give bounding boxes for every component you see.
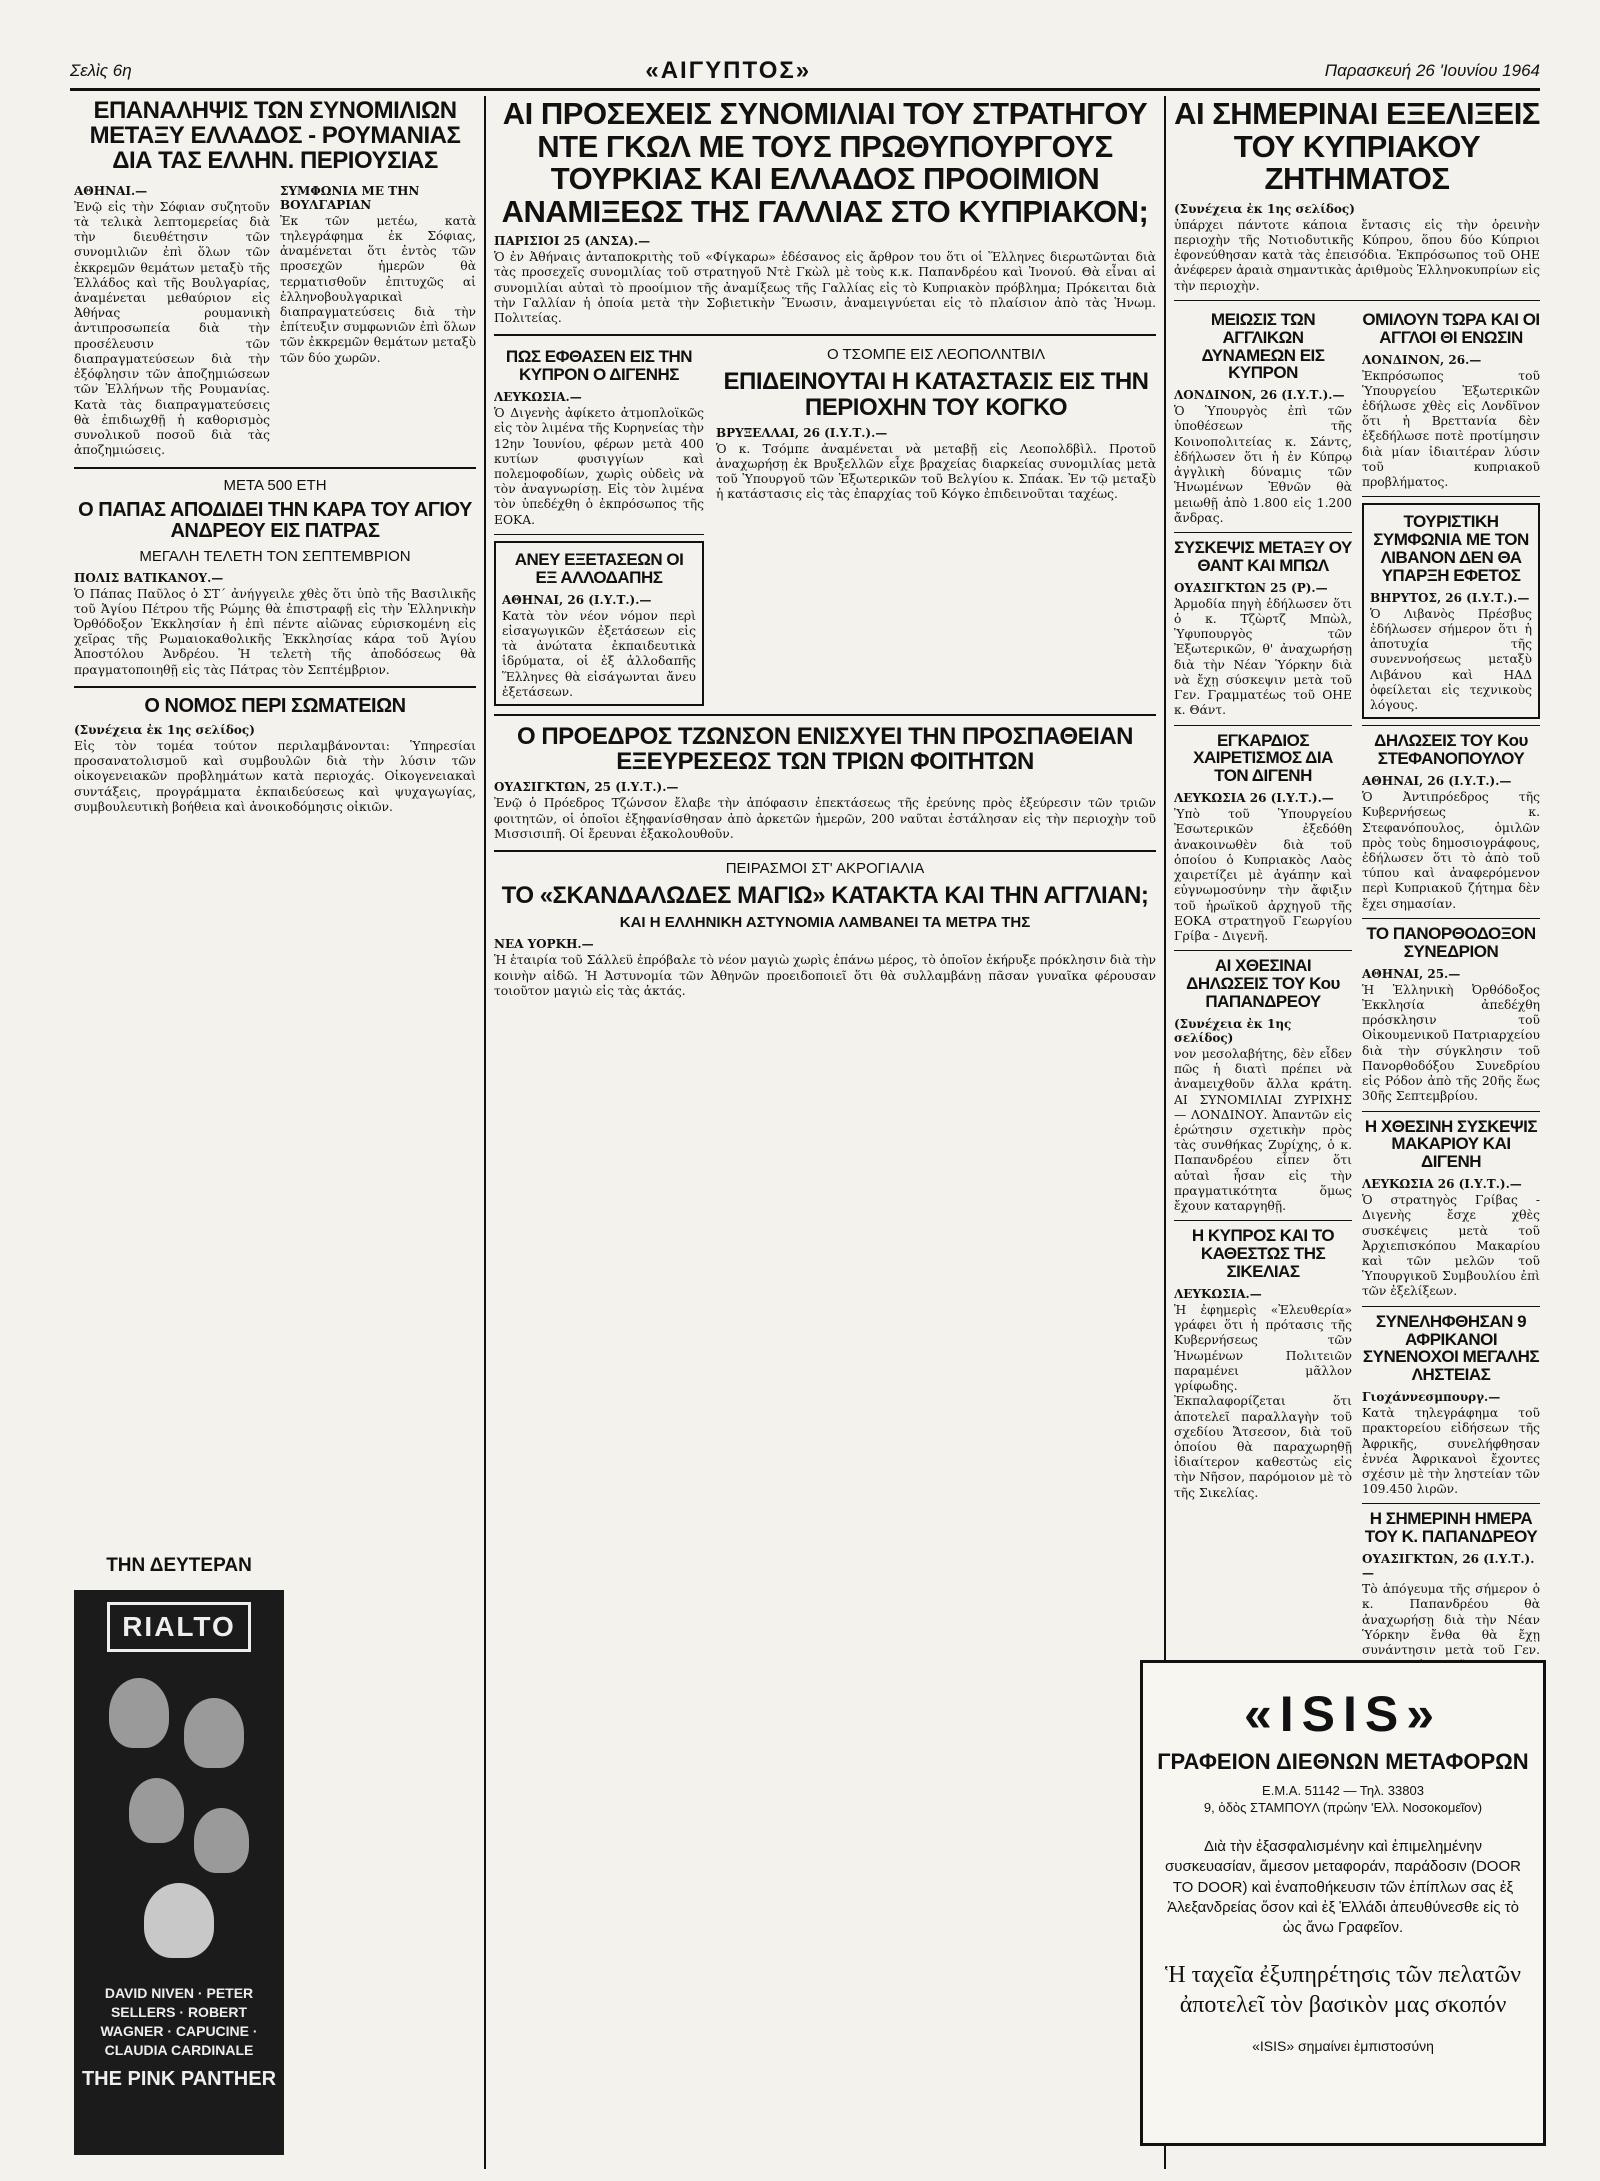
article-text: Εἰς τὸν τομέα τούτον περιλαμβάνονται: Ὑπηρεσίαι προσανατολισμοῦ καὶ συμβουλῶν διὰ τὴν λύσιν τῶν οἰκογενειακῶν προβλημάτων κατὰ περιοχάς. Οἰκογενειακαὶ συντάξεις, προγράμματα ἐκπαιδεύσεως καὶ ψυχαγωγίας, συμβουλευτικὴ βοήθεια καὶ ἀνοικοδόμησις οἰκιῶν. [74,738,476,814]
ad-subtitle: ΓΡΑΦΕΙΟΝ ΔΙΕΘΝΩΝ ΜΕΤΑΦΟΡΩΝ [1157,1749,1529,1774]
dateline: ΛΟΝΔΙΝΟΝ, 26.— [1362,352,1482,367]
article-text: Κατὰ τηλεγράφημα τοῦ πρακτορείου εἰδήσεων τῆς Ἀφρικῆς, συνελήφθησαν ἐννέα Ἀφρικανοὶ ἔχοντες σχέσιν μὲ τὴν ληστείαν τῶν 109.450 λιρῶν. [1362,1406,1540,1497]
article-headline: ΕΠΙΔΕΙΝΟΥΤΑΙ Η ΚΑΤΑΣΤΑΣΙΣ ΕΙΣ ΤΗΝ ΠΕΡΙΟΧΗΝ ΤΟΥ ΚΟΓΚΟ [723,368,1149,421]
article-headline: ΣΥΣΚΕΨΙΣ ΜΕΤΑΞΥ ΟΥ ΘΑΝΤ ΚΑΙ ΜΠΩΛ [1174,538,1352,575]
isis-advertisement [1140,1660,1546,2146]
ad-body: Διὰ τὴν ἐξασφαλισμένην καὶ ἐπιμελημένην συσκευασίαν, ἄμεσον μεταφοράν, παράδοσιν (DOOR TO DOOR) καὶ ἐναποθήκευσιν τῶν ἐπίπλων σας ἐξ Ἀλεξανδρείας ὅσον καὶ ἐξ Ἑλλάδι ἀπευθύνεσθε εἰς τὸ ὡς ἄνω Γραφεῖον. [1165,1838,1521,1936]
article-text: Ὁ Ὑπουργὸς ἐπὶ τῶν ὑποθέσεων τῆς Κοινοπολιτείας κ. Σάντς, ἐδήλωσεν ὅτι ἡ ἐν Κύπρῳ ἀγγλικὴ δύναμις τῶν Ἡνωμένων Ἐθνῶν θὰ μειωθῇ ἀπὸ 1.800 εἰς 1.200 ἄνδρας. [1174,404,1352,525]
article-kicker: ΜΕΤΑ 500 ΕΤΗ [223,476,327,494]
article-kicker: Ο ΤΣΟΜΠΕ ΕΙΣ ΛΕΟΠΟΛΝΤΒΙΛ [826,346,1046,364]
divider [1362,496,1540,497]
divider [1174,1220,1352,1221]
divider [1362,1503,1540,1504]
dateline: ΝΕΑ ΥΟΡΚΗ.— [494,937,594,952]
article-kicker: ΠΕΙΡΑΣΜΟΙ ΣΤ' ΑΚΡΟΓΙΑΛΙΑ [725,860,925,878]
dateline: ΑΘΗΝΑΙ, 25.— [1362,966,1461,981]
article-text: Ὑπὸ τοῦ Ὑπουργείου Ἐσωτερικῶν ἐξεδόθη ἀνακοινωθὲν διὰ τοῦ ὁποίου ὁ Κυπριακὸς Λαὸς χαιρετίζει μὲ ἀγάπην καὶ εὐγνωμοσύνην τὴν ἄφιξιν τοῦ ἡρωϊκοῦ ἀρχηγοῦ τῆς ΕΟΚΑ στρατηγοῦ Γεωργίου Γρίβα - Διγενῆ. [1174,807,1352,944]
ad-address: 9, ὁδὸς ΣΤΑΜΠΟΥΛ (πρώην 'Ελλ. Νοσοκομεῖον) [1203,1800,1483,1815]
article-text: νον μεσολαβήτης, δὲν εἶδεν πῶς ἡ διατὶ πρέπει νὰ ἀναμειχθοῦν ἄλλα κράτη. ΑΙ ΣΥΝΟΜΙΛΙΑΙ ΖΥΡΙΧΗΣ — ΛΟΝΔΙΝΟΥ. Ἀπαντῶν εἰς ἑρώτησιν σχετικὴν πρὸς τὰς συνθήκας Ζυρίχης, ὁ κ. Παπανδρέου εἶπεν ὅτι αὐταὶ ἦσαν εἰς τὴν πραγματικότητα ὅμως ἔχουν καταργηθῇ. [1174,1046,1352,1214]
dateline: ΛΕΥΚΩΣΙΑ.— [494,390,582,405]
article-headline: Η ΧΘΕΣΙΝΗ ΣΥΣΚΕΨΙΣ ΜΑΚΑΡΙΟΥ ΚΑΙ ΔΙΓΕΝΗ [1364,1116,1538,1172]
masthead [70,54,1540,91]
dateline: ΟΥΑΣΙΓΚΤΩΝ, 26 (Ι.Υ.Τ.).— [1362,1552,1535,1581]
cinema-ad-label: ΤΗΝ ΔΕΥΤΕΡΑΝ [106,1555,252,1576]
article-headline: ΑΙ ΧΘΕΣΙΝΑΙ ΔΗΛΩΣΕΙΣ ΤΟΥ Κου ΠΑΠΑΝΔΡΕΟΥ [1186,956,1340,1011]
center-row [494,344,1156,706]
article-headline: ΣΥΝΕΛΗΦΘΗΣΑΝ 9 ΑΦΡΙΚΑΝΟΙ ΣΥΝΕΝΟΧΟΙ ΜΕΓΑΛΗΣ ΛΗΣΤΕΙΑΣ [1362,1311,1540,1385]
article-headline: Η ΚΥΠΡΟΣ ΚΑΙ ΤΟ ΚΑΘΕΣΤΩΣ ΤΗΣ ΣΙΚΕΛΙΑΣ [1191,1226,1335,1282]
article-text: Ὁ Διγενὴς ἀφίκετο ἀτμοπλοϊκῶς εἰς τὸν λιμένα τῆς Κυρηνείας τὴν 12ην Ἰουνίου, φέρων μετὰ 400 κυτίων φυσιγγίων καὶ πολεμοφοδίων, χωρὶς οὐδεὶς νὰ τὸν ἀναγνωρίσῃ. Εἰς τὸν λιμένα τὸν ὑπεδέχθη ὁ ἐκπρόσωπος τῆς ΕΟΚΑ. [494,406,704,527]
cinema-poster [74,1590,284,2155]
article-text: Ὁ ἐν Ἀθήναις ἀνταποκριτὴς τοῦ «Φίγκαρω» ἐδέσανος εἰς ἄρθρον του ὅτι οἱ Ἕλληνες διερωτῶνται διὰ τὰς προσεχεῖς συνομιλίας τοῦ στρατηγοῦ Ντὲ Γκὼλ μὲ τοὺς κ.κ. Παπανδρέου καὶ Ἰνονού. Θὰ εἶναι αἱ συνομιλίαι αὐταὶ τὸ προοίμιον τῆς ἀναμίξεως τῆς Γαλλίας εἰς τὸ Κυπριακὸν πρόβλημα; Πρόκειται διὰ τὴν Γαλλίαν ἡ ὁποία μετὰ τὴν Σοβιετικὴν Ἕνωσιν, ἀναμειγνύεται εἰς τὸ πλαίσιον ἀπὸ τὰς Ἡνωμ. Πολιτείας. [494,250,1156,326]
article-text: Ἐκ τῶν μετέω, κατὰ τηλεγράφημα ἐκ Σόφιας, ἀναμένεται ὅτι ἐντὸς τῶν προσεχῶν ἡμερῶν θὰ τερματισθοῦν ἐπιτυχῶς αἱ ἑλληνοβουλγαρικαὶ διαπραγματεύσεις διὰ τὴν ἐπίτευξιν συμφωνιῶν ἐπὶ ὅλων τῶν ἐκκρεμῶν θεμάτων μεταξὺ τῶν δύο χωρῶν. [280,213,476,365]
article-headline: Ο ΝΟΜΟΣ ΠΕΡΙ ΣΩΜΑΤΕΙΩΝ [144,694,406,717]
divider [1362,725,1540,726]
page-number: Σελὶς 6η [70,61,132,80]
divider [494,334,1156,336]
dateline: ΑΘΗΝΑΙ.— [74,183,148,198]
article-text: Ἐνῷ εἰς τὴν Σόφιαν συζητοῦν τὰ τελικὰ λεπτομερείας διὰ τὴν διευθέτησιν τῶν συνομιλιῶν ἐπὶ ὅλων τῶν ἐκκρεμῶν θεμάτων μεταξὺ τῆς Ἑλλάδος καὶ τῆς Βουλγαρίας, ἀναμένεται μεθαύριον εἰς Ἀθήνας ρουμανικὴ ἀντιπροσωπεία διὰ τὴν προσέλευσιν τῶν διαπραγματεύσεων διὰ τὴν ἐξόφλησιν τῶν ἀποζημιώσεων τῶν Ἑλλήνων τῆς Ρουμανίας. Κατὰ τὰς διαπραγματεύσεις θὰ ἐπιδιωχθῇ ἡ καθορισμὸς συνολικοῦ ποσοῦ διὰ τὰς ἀποζημιώσεις. [74,199,270,458]
lead-headline: ΑΙ ΠΡΟΣΕΧΕΙΣ ΣΥΝΟΜΙΛΙΑΙ ΤΟΥ ΣΤΡΑΤΗΓΟΥ ΝΤΕ ΓΚΩΛ ΜΕ ΤΟΥΣ ΠΡΩΘΥΠΟΥΡΓΟΥΣ ΤΟΥΡΚΙΑΣ ΚΑΙ ΕΛΛΑΔΟΣ ΠΡΟΟΙΜΙΟΝ ΑΝΑΜΙΞΕΩΣ ΤΗΣ ΓΑΛΛΙΑΣ ΣΤΟ ΚΥΠΡΙΑΚΟΝ; [501,96,1149,229]
poster-cast: DAVID NIVEN · PETER SELLERS · ROBERT WAGNER · CAPUCINE · CLAUDIA CARDINALE [100,1985,258,2058]
article-text: Κατὰ τὸν νέον νόμον περὶ εἰσαγωγικῶν ἐξετάσεων εἰς τὰ ἀνώτατα ἐκπαιδευτικὰ ἱδρύματα, οἱ ἐξ ἀλλοδαπῆς Ἕλληνες θὰ εἰσάγωνται ἄνευ ἐξετάσεων. [502,608,696,699]
article-text: Ὁ κ. Τσόμπε ἀναμένεται νὰ μεταβῇ εἰς Λεοπολδβὶλ. Προτοῦ ἀναχωρήσῃ ἐκ Βρυξελλῶν εἶχε βραχείας διαρκείας συνομιλίας μετὰ τοῦ Ὑπουργοῦ τῶν Ἐξωτερικῶν τοῦ Βελγίου κ. Σπάακ. Ἐν τῷ μεταξὺ ἡ κατάστασις εἰς τὰς ἐπαρχίας τοῦ Κόγκο ἐπιδεινοῦται ταχέως. [716,441,1156,502]
divider [1362,1111,1540,1112]
divider [1362,918,1540,919]
ad-phones: Ε.Μ.Α. 51142 — Τηλ. 33803 [1262,1783,1424,1798]
article-headline: ΠΩΣ ΕΦΘΑΣΕΝ ΕΙΣ ΤΗΝ ΚΥΠΡΟΝ Ο ΔΙΓΕΝΗΣ [505,347,693,385]
dateline: ΟΥΑΣΙΓΚΤΩΝ 25 (Ρ).— [1174,580,1328,595]
dateline: ΠΟΛΙΣ ΒΑΤΙΚΑΝΟΥ.— [74,570,224,585]
continuation-note: (Συνέχεια ἐκ 1ης σελίδος) [74,722,255,737]
article-subhead: ΣΥΜΦΩΝΙΑ ΜΕ ΤΗΝ ΒΟΥΛΓΑΡΙΑΝ [280,183,420,212]
column-center [494,94,1156,2171]
article-text: Ἐκπρόσωπος τοῦ Ὑπουργείου Ἐξωτερικῶν ἐδήλωσε χθὲς εἰς Λονδῖνον ὅτι ἡ Βρεττανία δὲν ἐξεδήλωσε ποτὲ προτίμησιν διὰ μίαν ἰδιαιτέραν λύσιν τοῦ κυπριακοῦ προβλήματος. [1362,368,1540,490]
dateline: ΒΗΡΥΤΟΣ, 26 (Ι.Υ.Τ.).— [1370,590,1530,605]
article-text: Ὁ Πάπας Παῦλος ὁ ΣΤ΄ ἀνήγγειλε χθὲς ὅτι ὑπὸ τῆς Βασιλικῆς τοῦ Ἁγίου Πέτρου τῆς Ρώμης θὰ ἐπιστραφῇ εἰς τὴν Ἑλληνικὴν Ὀρθόδοξον Ἐκκλησίαν ἡ ἐπὶ πέντε αἰῶνας εὑρισκομένη εἰς χεῖρας τῆς Ρωμαιοκαθολικῆς Ἐκκλησίας κάρα τοῦ Ἁγίου Ἀποστόλου Ἀνδρέου. Ἡ τελετὴ τῆς ἀποδόσεως θὰ πραγματοποιηθῇ εἰς τὰς Πάτρας τὸν Σεπτέμβριον. [74,586,476,677]
article-headline: ΟΜΙΛΟΥΝ ΤΩΡΑ ΚΑΙ ΟΙ ΑΓΓΛΟΙ ΘΙ ΕΝΩΣΙΝ [1362,309,1540,347]
divider [1174,300,1540,301]
divider [494,534,704,535]
dateline: ΛΟΝΔΙΝΟΝ, 26 (Ι.Υ.Τ.).— [1174,388,1345,403]
article-subhead: ΚΑΙ Η ΕΛΛΗΝΙΚΗ ΑΣΤΥΝΟΜΙΑ ΛΑΜΒΑΝΕΙ ΤΑ ΜΕΤΡΑ ΤΗΣ [619,914,1031,932]
article-headline: ΕΓΚΑΡΔΙΟΣ ΧΑΙΡΕΤΙΣΜΟΣ ΔΙΑ ΤΟΝ ΔΙΓΕΝΗ [1193,730,1333,786]
divider [1174,532,1352,533]
article-headline: Ο ΠΑΠΑΣ ΑΠΟΔΙΔΕΙ ΤΗΝ ΚΑΡΑ ΤΟΥ ΑΓΙΟΥ ΑΝΔΡΕΟΥ ΕΙΣ ΠΑΤΡΑΣ [78,498,472,542]
divider [74,467,476,469]
issue-date: Παρασκευή 26 'Ιουνίου 1964 [1324,61,1540,80]
poster-title: THE PINK PANTHER [81,2067,277,2090]
ad-brand: «ISIS» [1243,1686,1443,1742]
divider [494,714,1156,716]
article-headline: ΤΟ «ΣΚΑΝΔΑΛΩΔΕΣ ΜΑΓΙΩ» ΚΑΤΑΚΤΑ ΚΑΙ ΤΗΝ ΑΓΓΛΙΑΝ; [501,882,1149,910]
article-box [1362,503,1540,719]
article-text: Τὸ ἀπόγευμα τῆς σήμερον ὁ κ. Παπανδρέου θὰ ἀναχωρήσῃ διὰ τὴν Νέαν Ὑόρκην ἔνθα θὰ ἔχῃ συνάντησιν μετὰ τοῦ Γεν. [1362,1582,1540,1658]
lead-headline: ΑΙ ΣΗΜΕΡΙΝΑΙ ΕΞΕΛΙΞΕΙΣ ΤΟΥ ΚΥΠΡΙΑΚΟΥ ΖΗΤΗΜΑΤΟΣ [1174,96,1540,197]
newspaper-title: «ΑΙΓΥΠΤΟΣ» [645,57,812,84]
continuation-note: (Συνέχεια ἐκ 1ης σελίδος) [1174,1016,1292,1045]
dateline: ΑΘΗΝΑΙ, 26 (Ι.Υ.Τ.).— [1362,774,1512,789]
divider [74,686,476,688]
article-text: ὑπάρχει πάντοτε κάποια ἔντασις εἰς τὴν ὀρεινὴν περιοχὴν τῆς Νοτιοδυτικῆς Κύπρου, ὅπου δύο Κύπριοι ἐφονεύθησαν κατὰ τὰς ἐπεισόδια. Ἐκπρόσωπος τοῦ ΟΗΕ ἀνέφερεν ἀραιὰ σημαντικὰς ἀριθμοὺς Ἑλληνοκυπρίων εἰς τὴν περιοχὴν. [1174,217,1540,293]
article-subhead: ΜΕΓΑΛΗ ΤΕΛΕΤΗ ΤΟΝ ΣΕΠΤΕΜΒΡΙΟΝ [139,547,411,565]
divider [1174,950,1352,951]
dateline: ΛΕΥΚΩΣΙΑ 26 (Ι.Υ.Τ.).— [1362,1177,1522,1192]
article-text: Ἀρμοδία πηγὴ ἐδήλωσεν ὅτι ὁ κ. Τζὼρτζ Μπὼλ, Ὑφυπουργὸς τῶν Ἐξωτερικῶν, θ' ἀναχωρήσῃ διὰ τὴν Νέαν Ὑόρκην διὰ νὰ ἔχῃ σύσκεψιν μετὰ τοῦ Γεν. Γραμματέως τοῦ ΟΗΕ κ. Θάντ. [1174,596,1352,718]
article-body-columns [1174,307,1540,1674]
article-headline: ΜΕΙΩΣΙΣ ΤΩΝ ΑΓΓΛΙΚΩΝ ΔΥΝΑΜΕΩΝ ΕΙΣ ΚΥΠΡΟΝ [1201,309,1325,383]
poster-illustration [89,1668,269,1968]
article-body-columns [74,180,476,459]
dateline: ΛΕΥΚΩΣΙΑ 26 (Ι.Υ.Τ.).— [1174,791,1334,806]
article-headline: ΤΟ ΠΑΝΟΡΘΟΔΟΞΟΝ ΣΥΝΕΔΡΙΟΝ [1366,923,1536,961]
article-text: Ἡ ἐφημερὶς «Ἐλευθερία» γράφει ὅτι ἡ πρότασις τῆς Κυβερνήσεως τῶν Ἡνωμένων Πολιτειῶν παραμένει μᾶλλον γρίφωδης. Ἐκπαλαφορίζεται ὅτι ἀποτελεῖ παραλλαγὴν τοῦ σχεδίου Ἄτσεσον, διὰ τοῦ ὁποίου θὰ παραχωρηθῇ ἰδιαίτερον καθεστὼς εἰς τὴν Νῆσον, παρόμοιον μὲ τὸ τῆς Σικελίας. [1174,1302,1352,1500]
dateline: Γιοχάννεσμπουργ.— [1362,1390,1501,1405]
article-text: Ἡ ἑταιρία τοῦ Σάλλεϋ ἐπρόβαλε τὸ νέον μαγιὼ χωρὶς ἐπάνω μέρος, τὸ ὁποῖον ἐκήρυξε πρόκλησιν διὰ τὴν κοινὴν αἰδῶ. Ἡ Ἀστυνομία τῶν Ἀθηνῶν προειδοποιεῖ ὅτι θὰ συλλαμβάνῃ πᾶσαν γυναῖκα φέρουσαν τοιοῦτον μαγιὼ εἰς τὰς ἀκτάς. [494,953,1156,998]
article-headline: Ο ΠΡΟΕΔΡΟΣ ΤΖΩΝΣΟΝ ΕΝΙΣΧΥΕΙ ΤΗΝ ΠΡΟΣΠΑΘΕΙΑΝ ΕΞΕΥΡΕΣΕΩΣ ΤΩΝ ΤΡΙΩΝ ΦΟΙΤΗΤΩΝ [516,723,1133,776]
divider [1362,1306,1540,1307]
dateline: ΠΑΡΙΣΙΟΙ 25 (ΑΝΣΑ).— [494,234,651,249]
continuation-note: (Συνέχεια ἐκ 1ης σελίδος) [1174,201,1355,216]
article-text: Ἐνῷ ὁ Πρόεδρος Τζώνσον ἔλαβε τὴν ἀπόφασιν ἐπεκτάσεως τῆς ἐρεύνης πρὸς ἐξεύρεσιν τῶν τριῶν φοιτητῶν, οἱ ὁποῖοι ἐξηφανίσθησαν ἀπὸ ἀρκετῶν ἡμερῶν, 200 ναῦται ἐστάλησαν εἰς τὴν περιοχὴν τοῦ Μισσισιπῆ. Οἱ ἔρευναι ἐξακολουθοῦν. [494,796,1156,841]
column-rule [484,96,486,2169]
ad-tagline: Ἡ ταχεῖα ἐξυπηρέτησις τῶν πελατῶν ἀποτελεῖ τὸν βασικὸν μας σκοπόν [1164,1962,1522,2019]
article-text: Ὁ Ἀντιπρόεδρος τῆς Κυβερνήσεως κ. Στεφανόπουλος, ὁμιλῶν πρὸς τοὺς δημοσιογράφους, ἐδήλωσεν ὅτι τὸ ἀπὸ τοῦ τύπου καὶ ἀναφερόμενον περὶ Κυπριακοῦ ζήτημα δὲν ἔχει σημασίαν. [1362,790,1540,911]
dateline: ΛΕΥΚΩΣΙΑ.— [1174,1286,1262,1301]
article-text: Ἡ Ἑλληνικὴ Ὀρθόδοξος Ἐκκλησία ἀπεδέχθη πρόσκλησιν τοῦ Οἰκουμενικοῦ Πατριαρχείου διὰ τὴν σύγκλησιν τοῦ Πανορθοδόξου Συνεδρίου εἰς Ρόδον ἀπὸ τῆς 20ῆς ἕως 30ῆς Σεπτεμβρίου. [1362,982,1540,1104]
dateline: ΒΡΥΞΕΛΛΑΙ, 26 (Ι.Υ.Τ.).— [716,425,888,440]
dateline: ΟΥΑΣΙΓΚΤΩΝ, 25 (Ι.Υ.Τ.).— [494,780,679,795]
article-headline: ΔΗΛΩΣΕΙΣ ΤΟΥ Κου ΣΤΕΦΑΝΟΠΟΥΛΟΥ [1374,731,1528,769]
divider [494,850,1156,852]
cinema-logo: RIALTO [107,1602,251,1652]
dateline: ΑΘΗΝΑΙ, 26 (Ι.Υ.Τ.).— [502,592,652,607]
article-headline: ΑΝΕΥ ΕΞΕΤΑΣΕΩΝ ΟΙ ΕΞ ΑΛΛΟΔΑΠΗΣ [514,549,684,587]
article-headline: ΤΟΥΡΙΣΤΙΚΗ ΣΥΜΦΩΝΙΑ ΜΕ ΤΟΝ ΛΙΒΑΝΟΝ ΔΕΝ ΘΑ ΥΠΑΡΞΗ ΕΦΕΤΟΣ [1373,512,1529,585]
divider [1174,725,1352,726]
article-text: Ὁ Λιβανὸς Πρέσβυς ἐδήλωσεν σήμερον ὅτι ἡ ἀποτυχία τῆς συνεννοήσεως μεταξὺ Λιβάνου καὶ ΗΑΔ ὀφείλεται εἰς τεχνικοὺς λόγους. [1370,606,1532,713]
article-headline: Η ΣΗΜΕΡΙΝΗ ΗΜΕΡΑ ΤΟΥ Κ. ΠΑΠΑΝΔΡΕΟΥ [1364,1509,1538,1547]
article-box [494,541,704,706]
article-text: Ὁ στρατηγὸς Γρίβας - Διγενὴς ἔσχε χθὲς συσκέψεις μετὰ τοῦ Ἀρχιεπισκόπου Μακαρίου καὶ τῶν μελῶν τοῦ Ὑπουργικοῦ Συμβουλίου ἐπὶ τῶν ἐξελίξεων. [1362,1193,1540,1299]
article-headline: ΕΠΑΝΑΛΗΨΙΣ ΤΩΝ ΣΥΝΟΜΙΛΙΩΝ ΜΕΤΑΞΥ ΕΛΛΑΔΟΣ - ΡΟΥΜΑΝΙΑΣ ΔΙΑ ΤΑΣ ΕΛΛΗΝ. ΠΕΡΙΟΥΣΙΑΣ [89,97,461,175]
ad-footer: «ISIS» σημαίνει ἐμπιστοσύνη [1252,2038,1434,2055]
